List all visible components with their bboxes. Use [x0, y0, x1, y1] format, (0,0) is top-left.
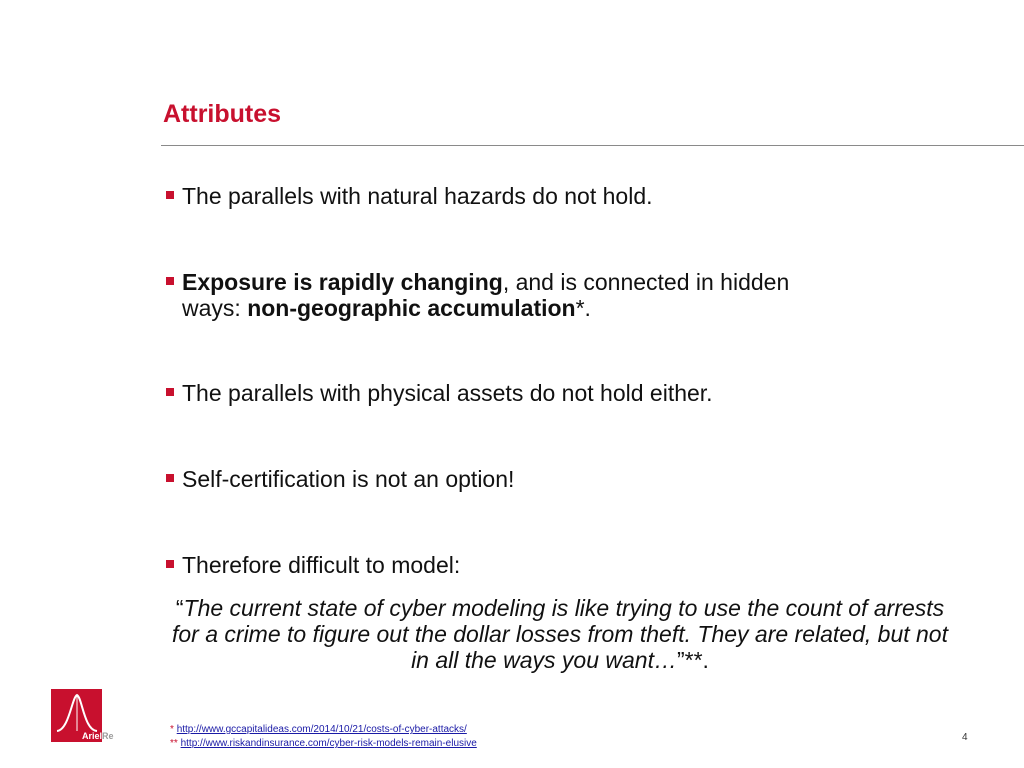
bullet-square-icon — [166, 191, 174, 199]
bullet-item — [166, 380, 956, 406]
footnote-link[interactable]: http://www.riskandinsurance.com/cyber-risk-models-remain-elusive — [180, 738, 477, 749]
quote-open-mark: “ — [175, 595, 184, 621]
footnotes — [170, 723, 477, 751]
bullet-item — [166, 552, 956, 578]
footnote-marker: ** — [170, 738, 178, 749]
logo-name: Ariel — [82, 731, 103, 741]
footnote-marker: * — [170, 724, 174, 735]
quote-close-mark: ”**. — [676, 647, 709, 673]
bullet-item — [166, 183, 956, 209]
footnote-link[interactable]: http://www.gccapitalideas.com/2014/10/21/costs-of-cyber-attacks/ — [176, 724, 467, 735]
page-number: 4 — [962, 732, 968, 743]
footnote — [170, 737, 477, 751]
bullet-square-icon — [166, 474, 174, 482]
bullet-bold-text: non-geographic accumulation — [247, 295, 576, 321]
bullet-item — [166, 466, 956, 492]
bullet-text-part: , and is connected in hidden — [502, 269, 790, 295]
footnote — [170, 723, 477, 737]
bullet-text: Self-certification is not an option! — [182, 466, 515, 492]
title-divider — [161, 145, 1024, 146]
bullet-text — [166, 269, 956, 321]
quote-block — [160, 595, 960, 673]
bullet-item — [166, 269, 956, 321]
slide-title: Attributes — [163, 100, 282, 128]
bullet-text-part: ways: — [182, 295, 248, 321]
bullet-text: The parallels with physical assets do not hold either. — [182, 380, 713, 406]
bullet-text: Therefore difficult to model: — [182, 552, 461, 578]
logo-suffix: Re — [102, 731, 114, 741]
bullet-bold-text: Exposure is rapidly changing — [182, 269, 503, 295]
bullet-square-icon — [166, 277, 174, 285]
bullet-square-icon — [166, 560, 174, 568]
bullet-square-icon — [166, 388, 174, 396]
quote-text: The current state of cyber modeling is like trying to use the count of arrests for a crime to figure out the dollar losses from theft. They are related, but not in all the ways you want… — [172, 595, 948, 673]
bullet-text: The parallels with natural hazards do not hold. — [182, 183, 653, 209]
bullet-text-part: *. — [575, 295, 591, 321]
logo-text — [82, 731, 114, 741]
